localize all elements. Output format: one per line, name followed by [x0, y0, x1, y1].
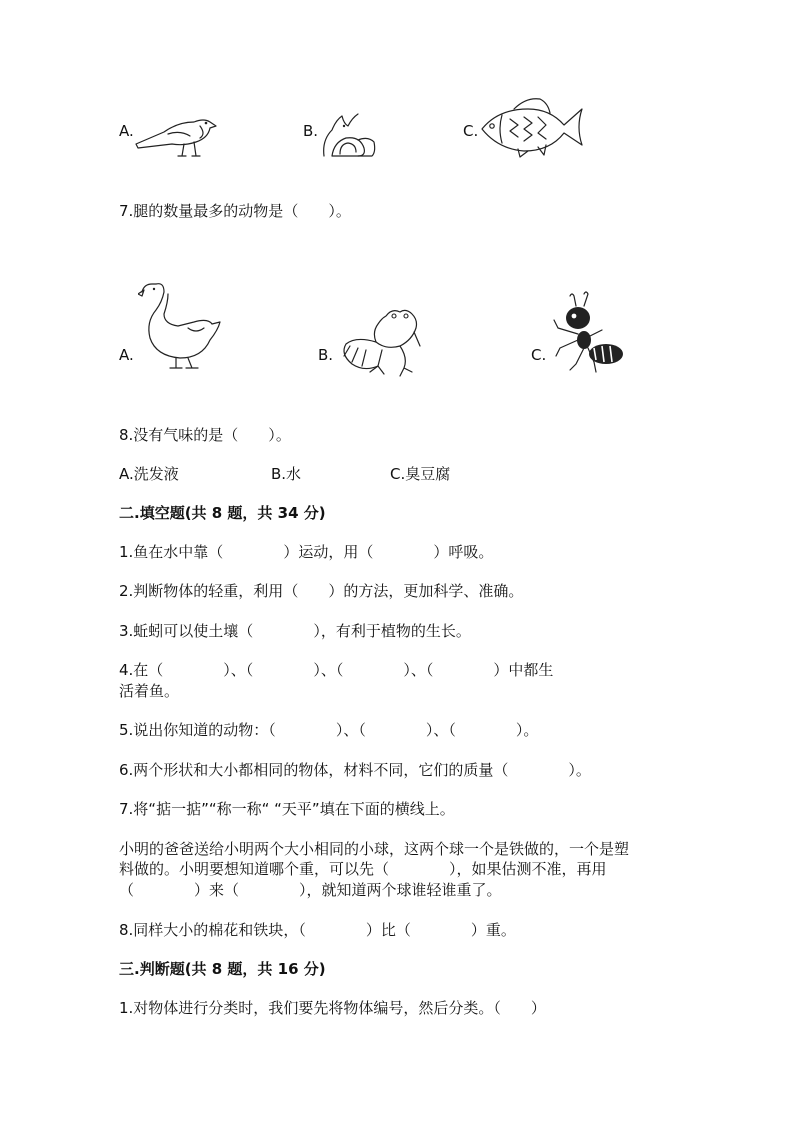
- duck-image: [138, 278, 224, 372]
- ant-image: [548, 290, 626, 374]
- fish-image: [478, 95, 586, 161]
- q6-option-b-label: B.: [303, 122, 319, 140]
- fill-item-4-line-1: 4.在（ ）、（ ）、（ ）、（ ）中都生: [119, 661, 554, 679]
- fill-item-1: 1.鱼在水中靠（ ）运动，用（ ）呼吸。: [119, 543, 494, 561]
- fill-item-7-passage-line-2: 料做的。小明要想知道哪个重，可以先（ ），如果估测不准，再用: [119, 860, 607, 878]
- q8-question: 8.没有气味的是（ ）。: [119, 426, 291, 444]
- section-3-heading: 三.判断题(共 8 题，共 16 分): [119, 960, 326, 978]
- q8-option-a: A.洗发液: [119, 465, 179, 483]
- fill-item-5: 5.说出你知道的动物：（ ）、（ ）、（ ）。: [119, 721, 539, 739]
- fill-item-7-prompt: 7.将“掂一掂”“称一称“ “天平”填在下面的横线上。: [119, 800, 455, 818]
- fill-item-6: 6.两个形状和大小都相同的物体，材料不同，它们的质量（ ）。: [119, 761, 591, 779]
- q7-option-b-label: B.: [318, 346, 334, 364]
- q7-option-a-label: A.: [119, 346, 134, 364]
- q7-option-c-label: C.: [531, 346, 547, 364]
- q7-question: 7.腿的数量最多的动物是（ ）。: [119, 202, 351, 220]
- fill-item-2: 2.判断物体的轻重，利用（ ）的方法，更加科学、准确。: [119, 582, 524, 600]
- snail-image: [318, 110, 378, 160]
- fill-item-8: 8.同样大小的棉花和铁块，（ ）比（ ）重。: [119, 921, 516, 939]
- fill-item-3: 3.蚯蚓可以使土壤（ ），有利于植物的生长。: [119, 622, 471, 640]
- q8-option-b: B.水: [271, 465, 302, 483]
- q8-option-c: C.臭豆腐: [390, 465, 451, 483]
- fill-item-7-passage-line-1: 小明的爸爸送给小明两个大小相同的小球，这两个球一个是铁做的，一个是塑: [119, 840, 630, 858]
- q6-option-a-label: A.: [119, 122, 134, 140]
- frog-image: [338, 306, 422, 378]
- fill-item-4-line-2: 活着鱼。: [119, 682, 180, 700]
- section-2-heading: 二.填空题(共 8 题，共 34 分): [119, 504, 326, 522]
- q6-option-c-label: C.: [463, 122, 479, 140]
- judge-item-1: 1.对物体进行分类时，我们要先将物体编号，然后分类。（ ）: [119, 999, 546, 1017]
- bird-image: [134, 108, 218, 162]
- fill-item-7-passage-line-3: （ ）来（ ），就知道两个球谁轻谁重了。: [119, 881, 502, 899]
